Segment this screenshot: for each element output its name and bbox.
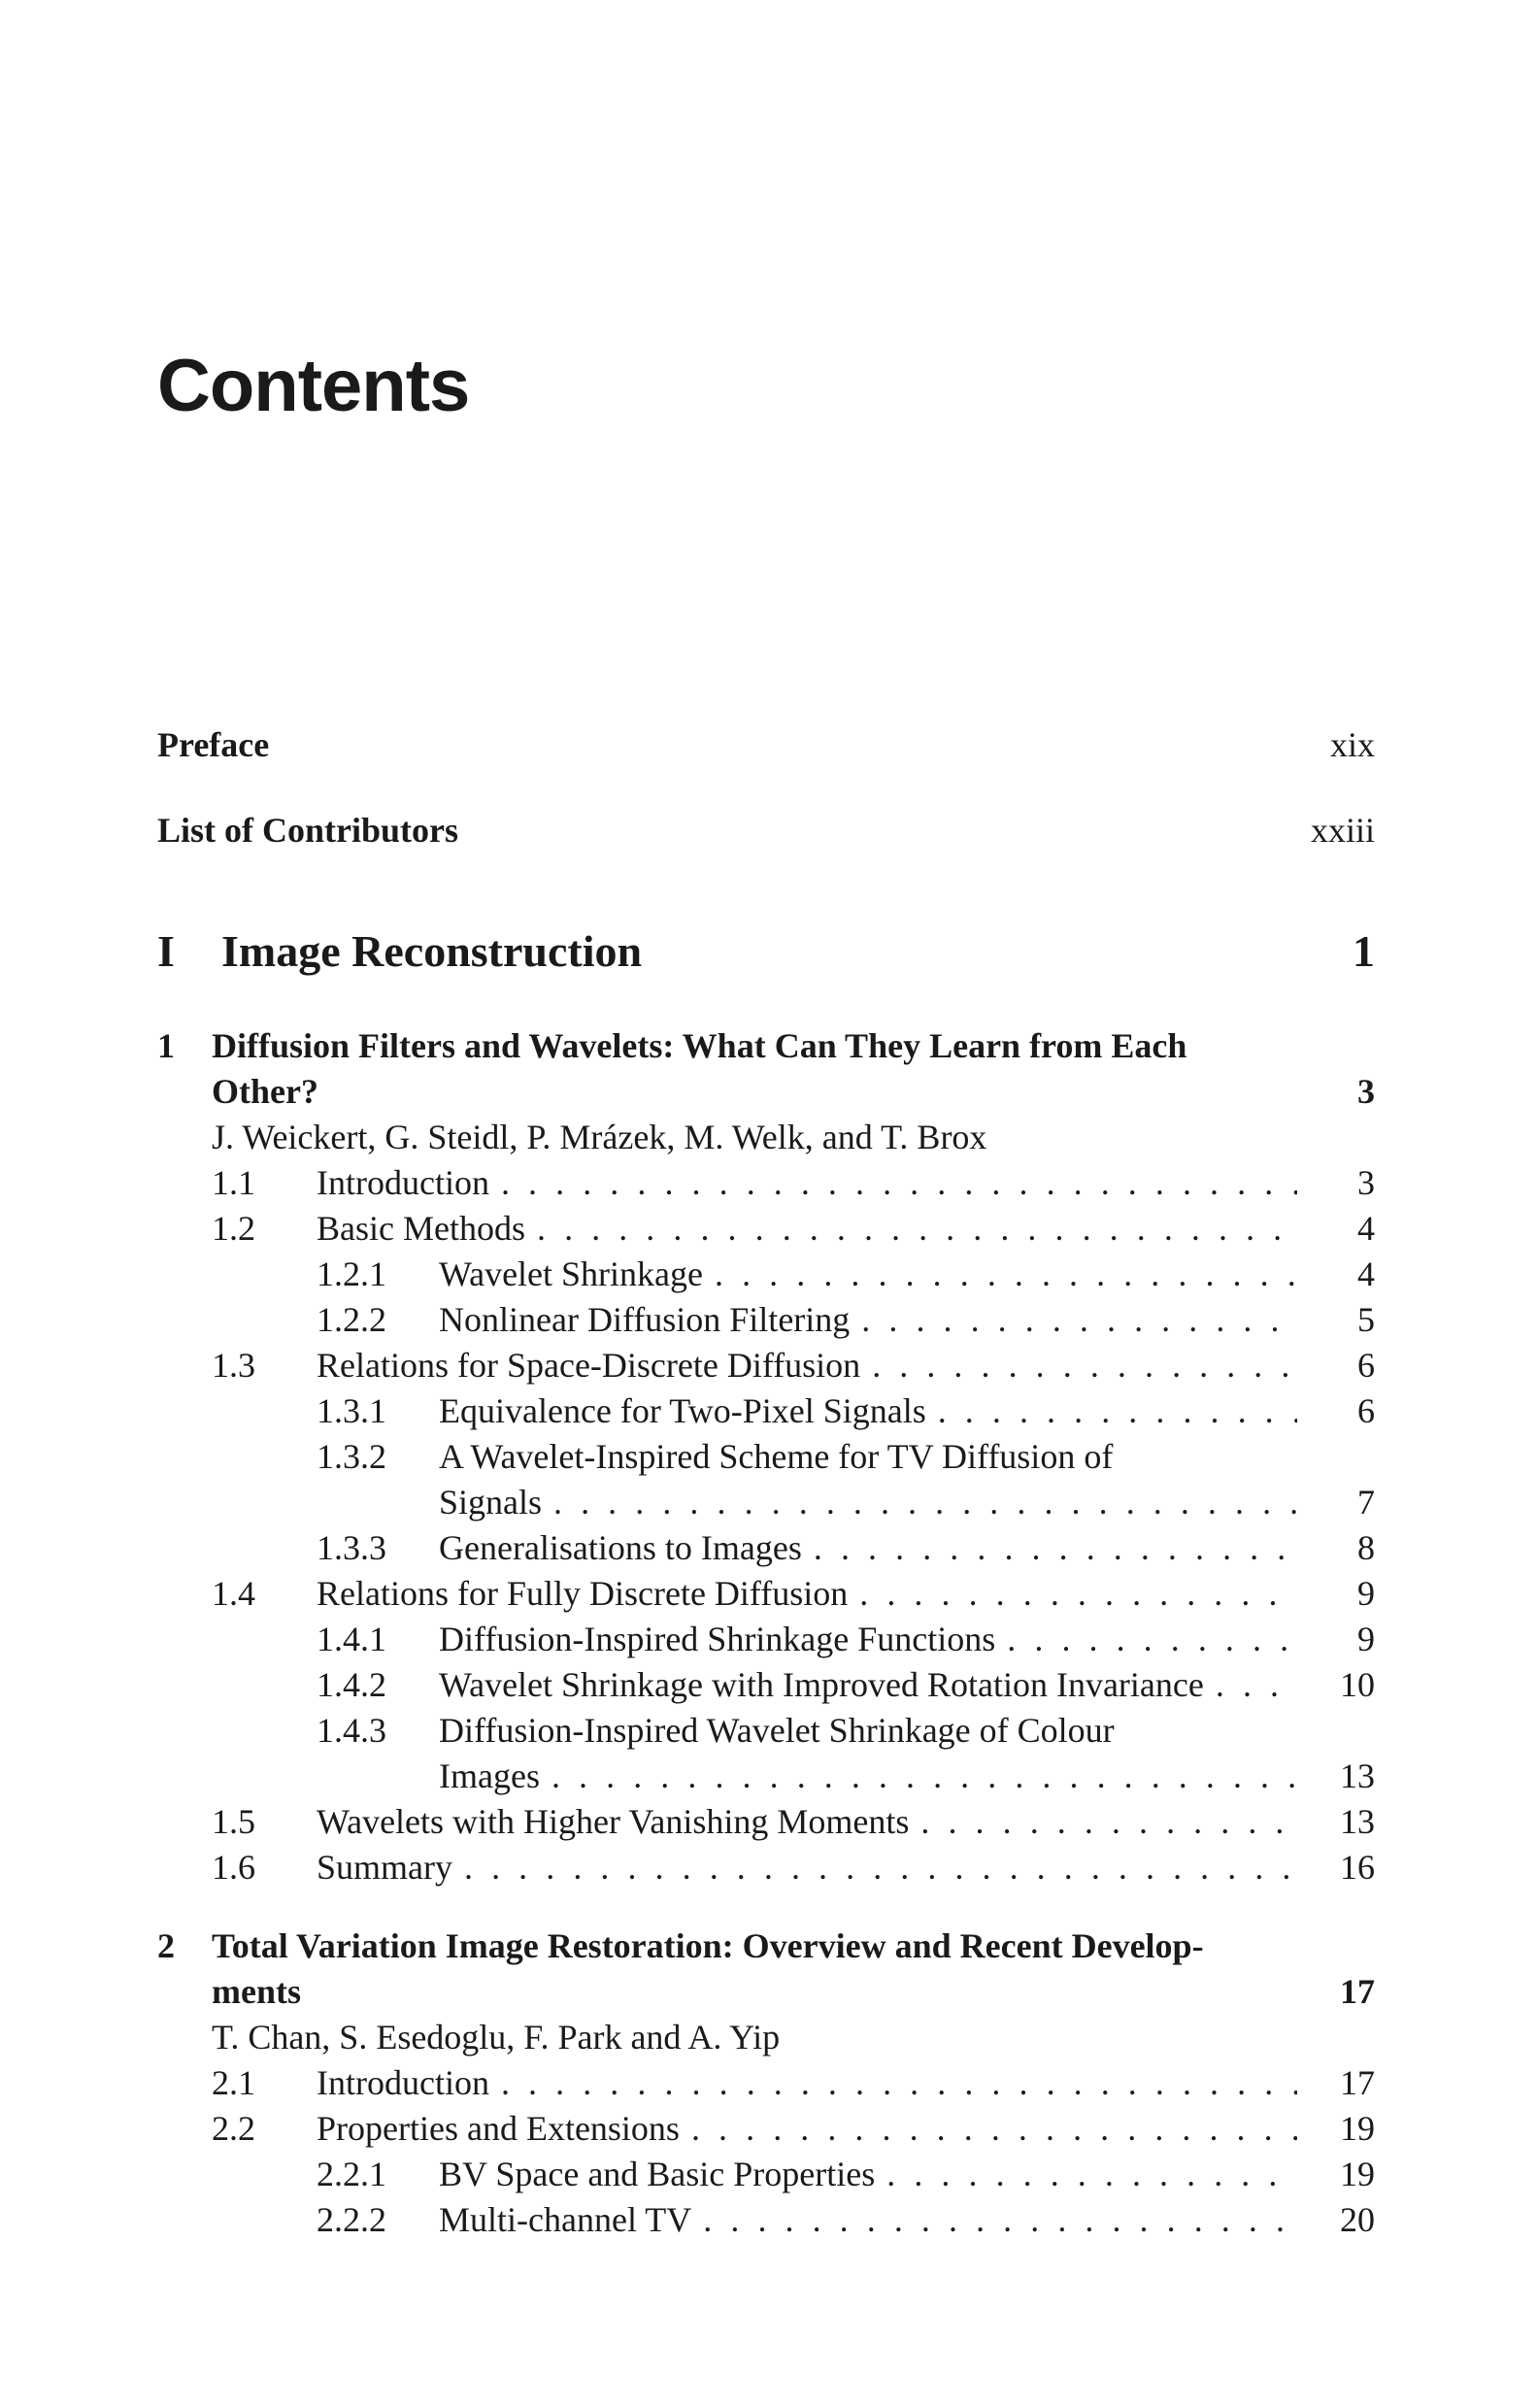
leader-dots [875, 2152, 1297, 2197]
section-page: 9 [1357, 1620, 1375, 1658]
leader-dots [850, 1297, 1297, 1343]
leader-dots [802, 1525, 1297, 1571]
leader-dots [909, 1799, 1297, 1845]
section-title: Properties and Extensions [317, 2109, 680, 2148]
toc-subsection[interactable] [157, 2152, 1375, 2197]
section-number: 1.4.1 [317, 1620, 386, 1658]
section-title: A Wavelet-Inspired Scheme for TV Diffusion of [439, 1437, 1114, 1476]
section-title: Generalisations to Images [439, 1528, 802, 1567]
section-page: 9 [1357, 1574, 1375, 1613]
section-number: 1.4 [212, 1574, 255, 1613]
section-page: 13 [1340, 1756, 1375, 1795]
toc-section[interactable] [157, 2106, 1375, 2152]
section-number: 2.2.1 [317, 2155, 386, 2193]
toc-section[interactable] [157, 1845, 1375, 1890]
section-page: 10 [1340, 1665, 1375, 1704]
section-page: 19 [1340, 2109, 1375, 2148]
section-number: 2.2.2 [317, 2200, 386, 2239]
section-title: Diffusion-Inspired Shrinkage Functions [439, 1620, 996, 1658]
section-page: 4 [1357, 1209, 1375, 1248]
chapter-number: 1 [157, 1026, 175, 1065]
leader-dots [489, 2060, 1297, 2106]
toc-section[interactable] [157, 1343, 1375, 1388]
section-title: Relations for Space-Discrete Diffusion [317, 1346, 861, 1385]
chapter-number: 2 [157, 1926, 175, 1965]
section-page: 19 [1340, 2155, 1375, 2193]
section-title: Summary [317, 1848, 452, 1887]
toc-subsection[interactable] [157, 1662, 1375, 1708]
section-page: 20 [1340, 2200, 1375, 2239]
section-page: 17 [1340, 2063, 1375, 2102]
front-matter-page: xix [1329, 725, 1375, 764]
section-number: 1.2.2 [317, 1300, 386, 1339]
section-number: 1.3.1 [317, 1391, 386, 1430]
section-number: 1.5 [212, 1802, 255, 1841]
part-number: I [157, 926, 175, 976]
toc-section[interactable] [157, 2060, 1375, 2106]
chapter-title-line: ments [212, 1972, 301, 2011]
section-number: 1.3 [212, 1346, 255, 1385]
section-page: 5 [1357, 1300, 1375, 1339]
front-matter-title: Preface [157, 725, 270, 764]
section-number: 2.1 [212, 2063, 255, 2102]
section-number: 1.2.1 [317, 1254, 386, 1293]
section-page: 16 [1340, 1848, 1375, 1887]
section-title: Diffusion-Inspired Wavelet Shrinkage of Colour [439, 1711, 1115, 1750]
leader-dots [848, 1571, 1297, 1617]
toc-section[interactable] [157, 1571, 1375, 1617]
front-matter-title: List of Contributors [157, 811, 459, 850]
section-number: 1.3.2 [317, 1437, 386, 1476]
chapter-authors: T. Chan, S. Esedoglu, F. Park and A. Yip [212, 2018, 781, 2057]
leader-dots [489, 1160, 1297, 1206]
toc-subsection[interactable] [157, 1388, 1375, 1434]
section-number: 1.1 [212, 1163, 255, 1202]
page-title: Contents [157, 345, 470, 427]
chapter-page: 3 [1357, 1072, 1375, 1111]
section-title-continued: Signals [439, 1483, 543, 1522]
toc-subsection[interactable] [157, 1297, 1375, 1343]
section-number: 1.4.2 [317, 1665, 386, 1704]
toc-entry-preface[interactable] [157, 722, 1375, 767]
leader-dots [525, 1206, 1297, 1252]
section-number: 1.6 [212, 1848, 255, 1887]
part-heading[interactable] [157, 922, 1375, 981]
leader-dots [860, 1343, 1297, 1388]
section-title-continued: Images [439, 1756, 540, 1795]
section-title: Equivalence for Two-Pixel Signals [439, 1391, 926, 1430]
leader-dots [542, 1480, 1297, 1525]
chapter-1 [157, 1023, 1375, 1890]
leader-dots [1204, 1662, 1297, 1708]
section-number: 2.2 [212, 2109, 255, 2148]
leader-dots [995, 1617, 1297, 1662]
section-number: 1.4.3 [317, 1711, 386, 1750]
section-title: Nonlinear Diffusion Filtering [439, 1300, 851, 1339]
chapter-title [212, 1923, 1270, 2015]
chapter-heading[interactable] [157, 1923, 1375, 2015]
section-page: 6 [1357, 1391, 1375, 1430]
leader-dots [691, 2197, 1297, 2243]
toc-section[interactable] [157, 1160, 1375, 1206]
section-title: Relations for Fully Discrete Diffusion [317, 1574, 849, 1613]
section-page: 3 [1357, 1163, 1375, 1202]
section-title: Introduction [317, 1163, 489, 1202]
section-number: 1.2 [212, 1209, 255, 1248]
part-title: Image Reconstruction [221, 926, 643, 976]
toc-subsection[interactable] [157, 1617, 1375, 1662]
toc-subsection[interactable] [157, 1525, 1375, 1571]
chapter-authors: J. Weickert, G. Steidl, P. Mrázek, M. Welk, and T. Brox [212, 1118, 987, 1156]
leader-dots [703, 1252, 1297, 1297]
section-title: Wavelets with Higher Vanishing Moments [317, 1802, 910, 1841]
toc-subsection[interactable] [157, 1252, 1375, 1297]
chapter-title-line: Other? [212, 1072, 318, 1111]
leader-dots [540, 1754, 1297, 1799]
section-title: Basic Methods [317, 1209, 525, 1248]
chapter-page: 17 [1340, 1972, 1375, 2011]
chapter-2 [157, 1923, 1375, 2243]
section-title: BV Space and Basic Properties [439, 2155, 876, 2193]
toc-section[interactable] [157, 1799, 1375, 1845]
toc-entry-contributors[interactable] [157, 808, 1375, 853]
leader-dots [926, 1388, 1297, 1434]
chapter-title [212, 1023, 1270, 1115]
section-title: Wavelet Shrinkage [439, 1254, 704, 1293]
part-page: 1 [1353, 926, 1375, 976]
section-title: Introduction [317, 2063, 489, 2102]
section-title: Wavelet Shrinkage with Improved Rotation Invariance [439, 1665, 1204, 1704]
toc-section[interactable] [157, 1206, 1375, 1252]
section-number: 1.3.3 [317, 1528, 386, 1567]
leader-dots [452, 1845, 1297, 1890]
section-page: 4 [1357, 1254, 1375, 1293]
section-page: 13 [1340, 1802, 1375, 1841]
section-page: 8 [1357, 1528, 1375, 1567]
chapter-title-line: Diffusion Filters and Wavelets: What Can They Learn from Each [212, 1026, 1187, 1065]
section-page: 6 [1357, 1346, 1375, 1385]
leader-dots [680, 2106, 1297, 2152]
toc-subsection[interactable] [157, 2197, 1375, 2243]
chapter-heading[interactable] [157, 1023, 1375, 1115]
toc-subsection[interactable] [157, 1434, 1375, 1525]
section-page: 7 [1357, 1483, 1375, 1522]
section-title: Multi-channel TV [439, 2200, 692, 2239]
chapter-title-line: Total Variation Image Restoration: Overview and Recent Develop- [212, 1926, 1204, 1965]
front-matter-page: xxiii [1310, 811, 1375, 850]
toc-subsection[interactable] [157, 1708, 1375, 1799]
